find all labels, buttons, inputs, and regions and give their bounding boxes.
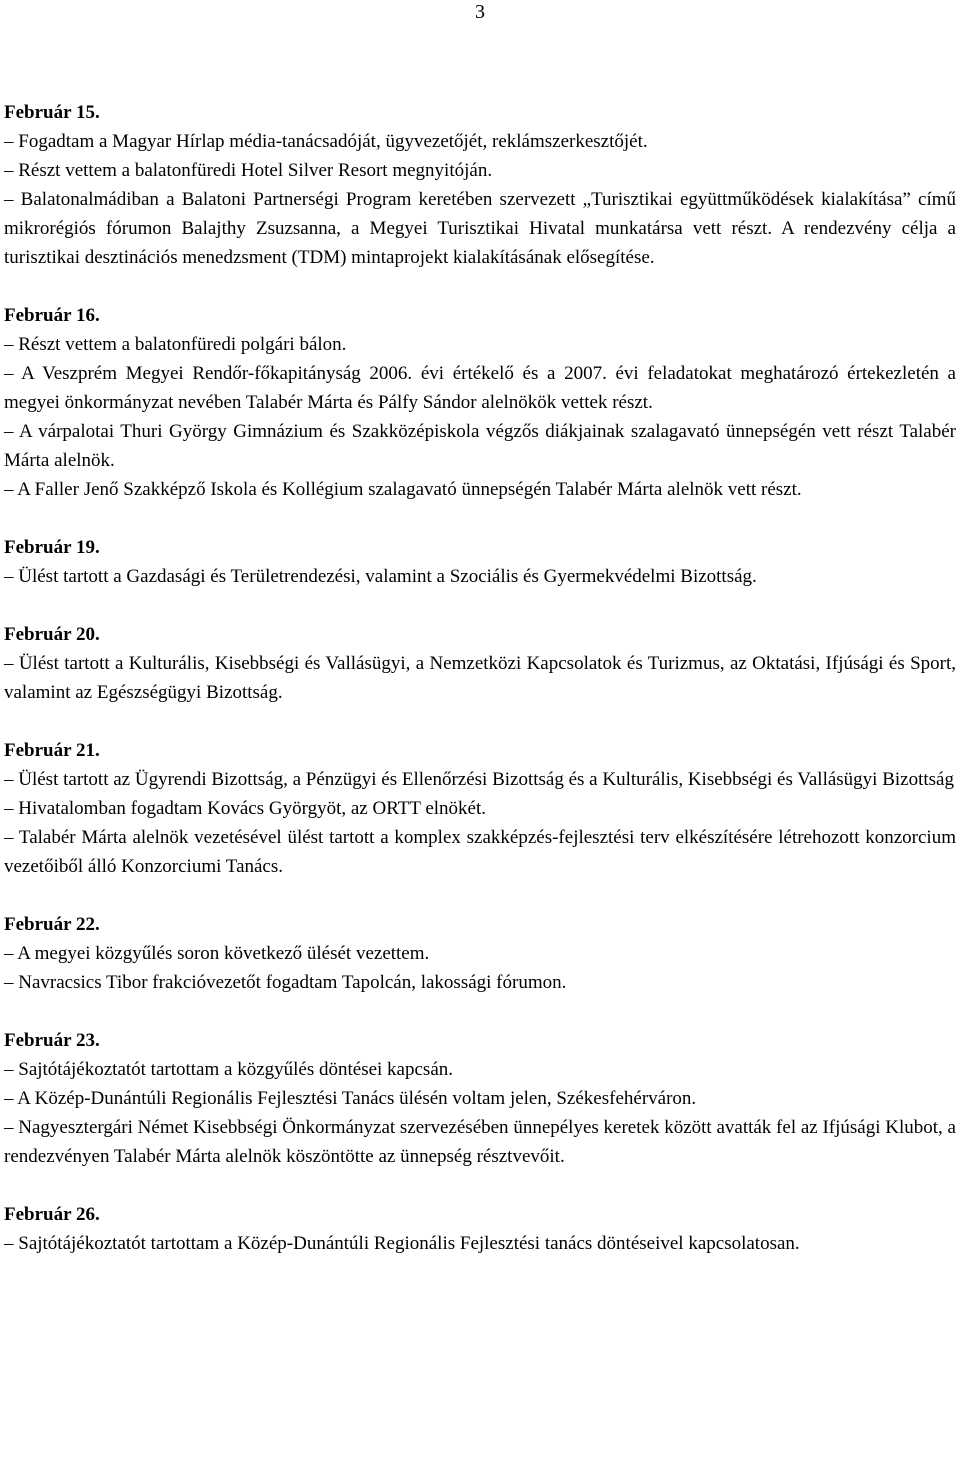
- list-item: – Talabér Márta alelnök vezetésével ülést tartott a komplex szakképzés-fejlesztési terv elkészítésére létrehozott konzorcium vezetőiből álló Konzorciumi Tanács.: [4, 827, 956, 877]
- section-feb-20: [4, 620, 956, 707]
- section-date: Február 23.: [4, 1030, 100, 1051]
- list-item: – Nagyesztergári Német Kisebbségi Önkormányzat szervezésében ünnepélyes keretek között avatták fel az Ifjúsági Klubot, a rendezvényen Talabér Márta alelnök köszöntötte az ünnepség résztvevőit.: [4, 1117, 956, 1167]
- list-item: – Hivatalomban fogadtam Kovács Györgyöt, az ORTT elnökét.: [4, 798, 487, 819]
- section-feb-22: [4, 910, 956, 997]
- section-feb-19: [4, 533, 956, 591]
- list-item: – Sajtótájékoztatót tartottam a Közép-Dunántúli Regionális Fejlesztési tanács döntéseivel kapcsolatosan.: [4, 1233, 800, 1254]
- section-feb-15: [4, 98, 956, 272]
- list-item: – Navracsics Tibor frakcióvezetőt fogadtam Tapolcán, lakossági fórumon.: [4, 972, 567, 993]
- list-item: – Fogadtam a Magyar Hírlap média-tanácsadóját, ügyvezetőjét, reklámszerkesztőjét.: [4, 131, 648, 152]
- list-item: – A megyei közgyűlés soron következő ülését vezettem.: [4, 943, 430, 964]
- list-item: – Részt vettem a balatonfüredi Hotel Silver Resort megnyitóján.: [4, 160, 493, 181]
- list-item: – A Veszprém Megyei Rendőr-főkapitányság 2006. évi értékelő és a 2007. évi feladatokat meghatározó értekezletén a megyei önkormányzat nevében Talabér Márta és Pálfy Sándor alelnökök vettek részt.: [4, 363, 956, 413]
- section-date: Február 19.: [4, 537, 100, 558]
- list-item: – Sajtótájékoztatót tartottam a közgyűlés döntései kapcsán.: [4, 1059, 454, 1080]
- section-feb-21: [4, 736, 956, 881]
- list-item: – A Faller Jenő Szakképző Iskola és Kollégium szalagavató ünnepségén Talabér Márta alelnök vett részt.: [4, 479, 802, 500]
- section-date: Február 20.: [4, 624, 100, 645]
- list-item: – Ülést tartott a Gazdasági és Területrendezési, valamint a Szociális és Gyermekvédelmi Bizottság.: [4, 566, 757, 587]
- page-number: 3: [475, 1, 485, 23]
- section-date: Február 16.: [4, 305, 100, 326]
- list-item: – Balatonalmádiban a Balatoni Partnerségi Program keretében szervezett „Turisztikai együttműködések kialakítása” című mikrorégiós fórumon Balajthy Zsuzsanna, a Megyei Turisztikai Hivatal munkatársa vett részt. A rendezvény célja a turisztikai desztinációs menedzsment (TDM) mintaprojekt kialakításának elősegítése.: [4, 189, 956, 268]
- list-item: – Ülést tartott a Kulturális, Kisebbségi és Vallásügyi, a Nemzetközi Kapcsolatok és Turizmus, az Oktatási, Ifjúsági és Sport, valamint az Egészségügyi Bizottság.: [4, 653, 956, 703]
- section-date: Február 15.: [4, 102, 100, 123]
- list-item: – A várpalotai Thuri György Gimnázium és Szakközépiskola végzős diákjainak szalagavató ünnepségén vett részt Talabér Márta alelnök.: [4, 421, 956, 471]
- section-feb-23: [4, 1026, 956, 1171]
- section-date: Február 22.: [4, 914, 100, 935]
- section-feb-16: [4, 301, 956, 504]
- list-item: – Részt vettem a balatonfüredi polgári bálon.: [4, 334, 347, 355]
- section-date: Február 26.: [4, 1204, 100, 1225]
- section-date: Február 21.: [4, 740, 100, 761]
- document-body: [4, 98, 956, 1287]
- section-feb-26: [4, 1200, 956, 1258]
- list-item: – A Közép-Dunántúli Regionális Fejlesztési Tanács ülésén voltam jelen, Székesfehérváron.: [4, 1088, 697, 1109]
- list-item: – Ülést tartott az Ügyrendi Bizottság, a Pénzügyi és Ellenőrzési Bizottság és a Kulturális, Kisebbségi és Vallásügyi Bizottság: [4, 769, 954, 790]
